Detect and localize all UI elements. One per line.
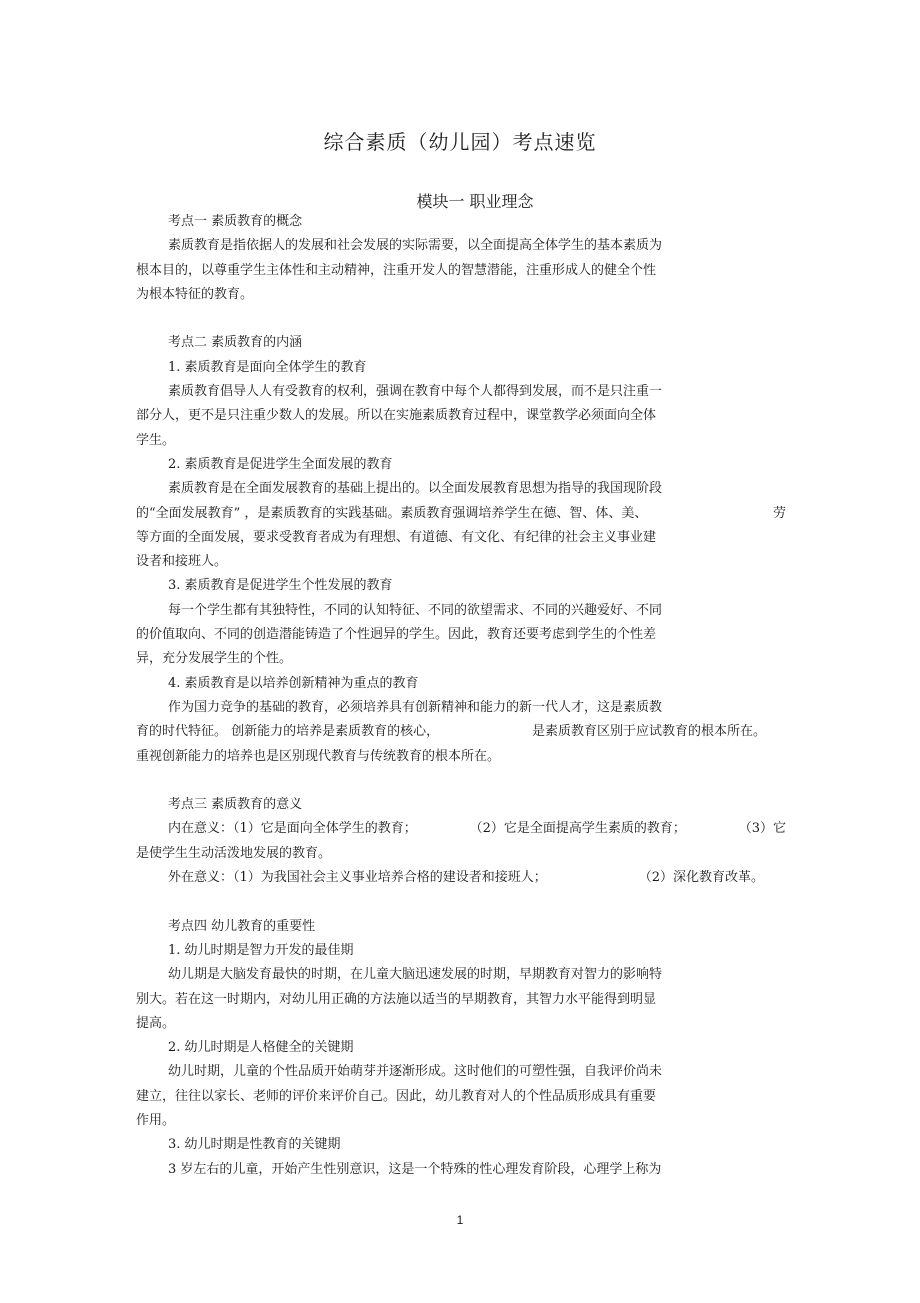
paragraph-line: 等方面的全面发展，要求受教育者成为有理想、有道德、有文化、有纪律的社会主义事业建 xyxy=(136,529,657,545)
paragraph-line: 别大。若在这一时期内，对幼儿用正确的方法施以适当的早期教育，其智力水平能得到明显 xyxy=(136,991,657,1007)
paragraph-line xyxy=(136,502,786,526)
paragraph-line xyxy=(136,817,786,841)
section-heading: 考点四 幼儿教育的重要性 xyxy=(168,918,316,934)
paragraph-line: 为根本特征的教育。 xyxy=(136,286,254,302)
item-title: 4. 素质教育是以培养创新精神为重点的教育 xyxy=(168,675,419,691)
paragraph-line: 部分人，更不是只注重少数人的发展。所以在实施素质教育过程中，课堂教学必须面向全体 xyxy=(136,408,657,424)
paragraph-line: 素质教育是在全面发展教育的基础上提出的。以全面发展教育思想为指导的我国现阶段 xyxy=(168,481,663,497)
paragraph-line: 异，充分发展学生的个性。 xyxy=(136,651,293,667)
line-segment: 劳 xyxy=(772,505,786,521)
item-title: 2. 素质教育是促进学生全面发展的教育 xyxy=(168,456,393,472)
paragraph-line xyxy=(136,866,786,890)
line-segment: （2）它是全面提高学生素质的教育； xyxy=(469,821,686,837)
section-heading: 考点三 素质教育的意义 xyxy=(168,797,303,813)
item-title: 3. 素质教育是促进学生个性发展的教育 xyxy=(168,578,393,594)
paragraph-line: 是使学生生动活泼地发展的教育。 xyxy=(136,845,332,861)
item-title: 1. 素质教育是面向全体学生的教育 xyxy=(168,359,367,375)
paragraph-line: 设者和接班人。 xyxy=(136,554,228,570)
paragraph-line: 素质教育倡导人人有受教育的权利，强调在教育中每个人都得到发展，而不是只注重一 xyxy=(168,384,663,400)
line-segment: 育的时代特征。 创新能力的培养是素质教育的核心， xyxy=(136,724,440,740)
paragraph-line: 素质教育是指依据人的发展和社会发展的实际需要，以全面提高全体学生的基本素质为 xyxy=(168,238,663,254)
section-heading: 考点一 素质教育的概念 xyxy=(168,214,303,229)
paragraph-line: 学生。 xyxy=(136,432,176,448)
paragraph-line: 建立，往往以家长、老师的评价来评价自己。因此，幼儿教育对人的个性品质形成具有重要 xyxy=(136,1088,657,1104)
line-segment: （3）它 xyxy=(738,821,786,837)
paragraph-line: 幼儿期是大脑发育最快的时期，在儿童大脑迅速发展的时期，早期教育对智力的影响特 xyxy=(168,967,663,983)
document-body xyxy=(136,210,786,1182)
item-title: 2. 幼儿时期是人格健全的关键期 xyxy=(168,1040,354,1056)
paragraph-line: 重视创新能力的培养也是区别现代教育与传统教育的根本所在。 xyxy=(136,748,501,764)
paragraph-line: 作为国力竞争的基础的教育，必须培养具有创新精神和能力的新一代人才，这是素质教 xyxy=(168,699,663,715)
line-segment: 是素质教育区别于应试教育的根本所在。 xyxy=(531,724,766,740)
line-segment: 内在意义：（1）它是面向全体学生的教育； xyxy=(168,821,417,837)
line-segment: 外在意义：（1）为我国社会主义事业培养合格的建设者和接班人； xyxy=(168,870,547,886)
paragraph-line: 作用。 xyxy=(136,1112,176,1128)
paragraph-line: 每一个学生都有其独特性，不同的认知特征、不同的欲望需求、不同的兴趣爱好、不同 xyxy=(168,602,663,618)
paragraph-line: 幼儿时期，儿童的个性品质开始萌芽并逐渐形成。这时他们的可塑性强，自我评价尚未 xyxy=(168,1064,663,1080)
paragraph-line: 的价值取向、不同的创造潜能铸造了个性迥异的学生。因此，教育还要考虑到学生的个性差 xyxy=(136,627,657,643)
paragraph-line: 3 岁左右的儿童，开始产生性别意识，这是一个特殊的性心理发育阶段，心理学上称为 xyxy=(168,1161,662,1177)
item-title: 3. 幼儿时期是性教育的关键期 xyxy=(168,1137,341,1153)
paragraph-line: 提高。 xyxy=(136,1015,176,1031)
paragraph-line xyxy=(136,720,786,744)
paragraph-line: 根本目的，以尊重学生主体性和主动精神，注重开发人的智慧潜能，注重形成人的健全个性 xyxy=(136,262,657,278)
item-title: 1. 幼儿时期是智力开发的最佳期 xyxy=(168,942,354,958)
page-number: 1 xyxy=(456,1213,464,1227)
section-heading: 考点二 素质教育的内涵 xyxy=(168,335,303,351)
line-segment: 的“全面发展教育” ，是素质教育的实践基础。素质教育强调培养学生在德、智、体、美、 xyxy=(136,505,648,521)
line-segment: （2）深化教育改革。 xyxy=(638,870,764,886)
module-heading: 模块一 职业理念 xyxy=(416,192,534,211)
document-title: 综合素质（幼儿园）考点速览 xyxy=(323,130,597,154)
